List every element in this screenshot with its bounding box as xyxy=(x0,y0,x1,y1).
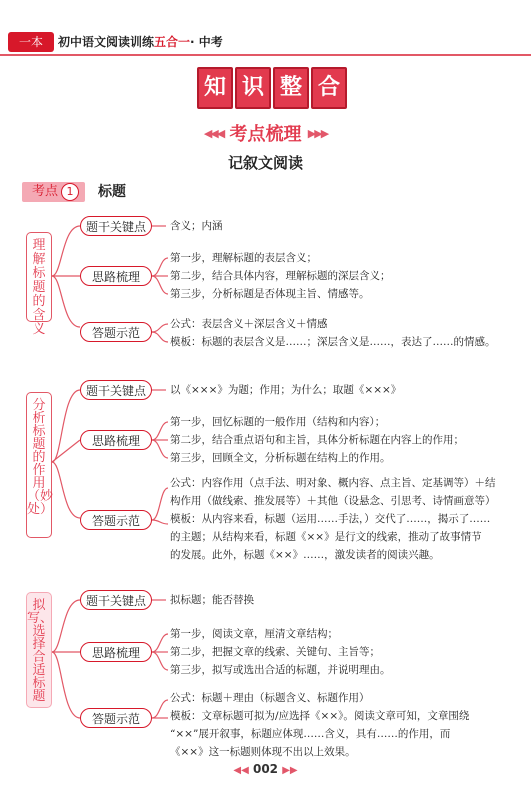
key-point-text: 以《×××》为题；作用；为什么；取题《×××》 xyxy=(170,384,402,396)
page-number xyxy=(0,762,531,776)
right-arrows-icon: ▶▶▶ xyxy=(307,127,328,140)
brand-logo: 一本 xyxy=(8,32,54,52)
section-number: 1 xyxy=(61,183,79,201)
banner-char: 知 xyxy=(197,67,233,109)
section-heading: 标题 xyxy=(98,184,126,200)
answer-box: 答题示范 xyxy=(80,510,152,530)
group-label-meaning: 理解标题的含义 xyxy=(26,232,52,322)
group-label-write-title: 拟写、选择合适标题 xyxy=(26,592,52,708)
section-tag-label: 考点 xyxy=(32,184,59,199)
series-prefix: 初中语文阅读训练 xyxy=(58,35,155,49)
key-point-box: 题干关键点 xyxy=(80,216,152,236)
key-point-text: 拟标题；能否替换 xyxy=(170,594,254,606)
banner-char: 整 xyxy=(273,67,309,109)
key-point-box: 题干关键点 xyxy=(80,590,152,610)
thinking-text: 第一步，阅读文章，厘清文章结构； 第二步，把握文章的线索、关键句、主旨等； 第三步，拟写或选出合适的标题，并说明理由。 xyxy=(170,628,391,676)
key-point-box: 题干关键点 xyxy=(80,380,152,400)
series-red: 五合一 xyxy=(154,35,191,49)
left-arrows-icon: ◀◀ xyxy=(233,765,249,776)
thinking-box: 思路梳理 xyxy=(80,642,152,662)
answer-box: 答题示范 xyxy=(80,708,152,728)
right-arrows-icon: ▶▶ xyxy=(282,765,298,776)
page-number-text: 002 xyxy=(252,762,279,776)
thinking-box: 思路梳理 xyxy=(80,430,152,450)
banner-char: 识 xyxy=(235,67,271,109)
banner-char: 合 xyxy=(311,67,347,109)
left-arrows-icon: ◀◀◀ xyxy=(203,127,224,140)
subtitle-text: 考点梳理 xyxy=(229,124,302,145)
section-title: 记叙文阅读 xyxy=(227,154,303,172)
series-suffix: · 中考 xyxy=(190,35,223,49)
key-point-text: 含义；内涵 xyxy=(170,220,223,232)
thinking-text: 第一步，回忆标题的一般作用（结构和内容）； 第二步，结合重点语句和主旨，具体分析标题在内容上的作用； 第三步，回顾全文，分析标题在结构上的作用。 xyxy=(170,416,464,464)
thinking-text: 第一步，理解标题的表层含义； 第二步，结合具体内容，理解标题的深层含义； 第三步，分析标题是否体现主旨、情感等。 xyxy=(170,252,391,300)
answer-box: 答题示范 xyxy=(80,322,152,342)
group-label-function: 分析标题的作用（妙处） xyxy=(26,392,52,538)
answer-text: 公式：标题＋理由（标题含义、标题作用） 模板：文章标题可拟为/应选择《××》。阅读文章可知，文章围绕 “××”展开叙事，标题应体现……含义，具有……的作用，而 《××》这一标题则体现不出以上效果。 xyxy=(170,692,470,758)
answer-text: 公式：内容作用（点手法、明对象、概内容、点主旨、定基调等）＋结 构作用（做线索、推发展等）＋其他（设悬念、引思考、诗情画意等） 模板：从内容来看，标题（运用……手法，）交代了……，揭示了…… 的主题；从结构来看，标题《××》是行文的线索，推动了故事情节 的发展。此外，标题《××》……，激发读者的阅读兴趣。 xyxy=(170,477,496,561)
thinking-box: 思路梳理 xyxy=(80,266,152,286)
answer-text: 公式：表层含义＋深层含义＋情感 模板：标题的表层含义是……；深层含义是……，表达了……的情感。 xyxy=(170,318,496,348)
